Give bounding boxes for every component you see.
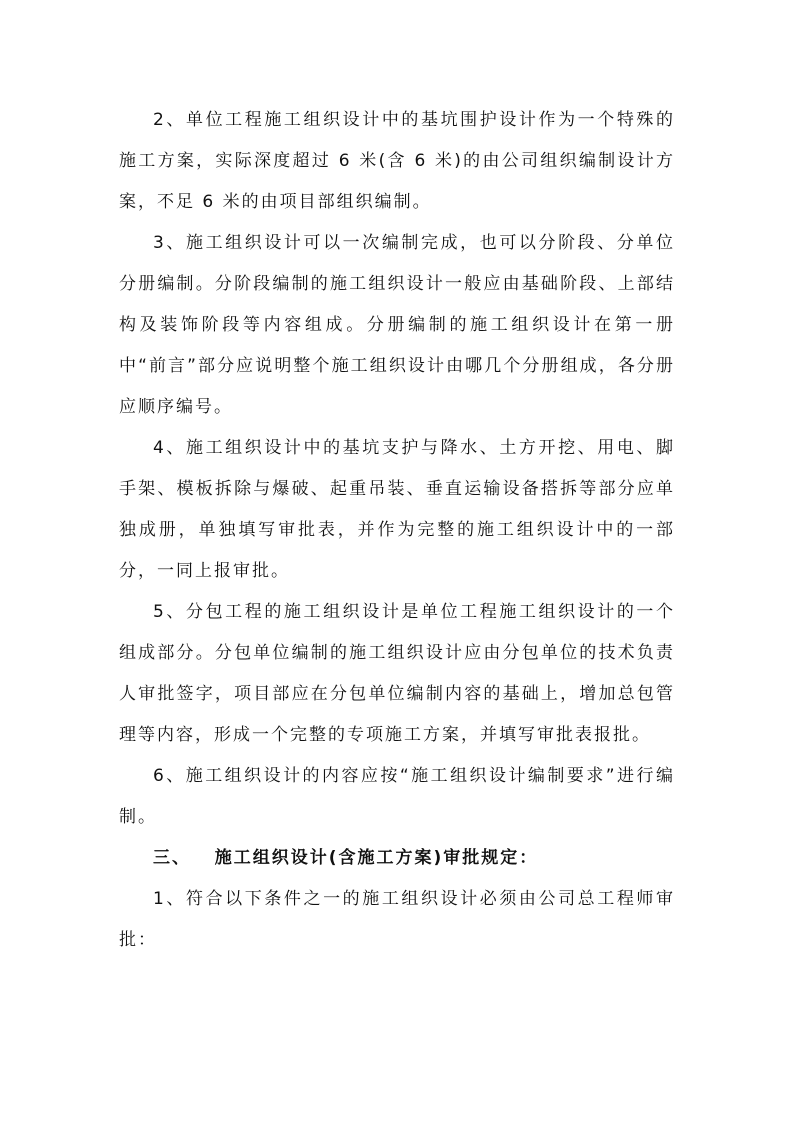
paragraph-6: 6、施工组织设计的内容应按“施工组织设计编制要求”进行编制。	[119, 766, 675, 827]
paragraph-5: 5、分包工程的施工组织设计是单位工程施工组织设计的一个组成部分。分包单位编制的施工组织设计应由分包单位的技术负责人审批签字，项目部应在分包单位编制内容的基础上，增加总包管理等内容，形成一个完整的专项施工方案，并填写审批表报批。	[119, 602, 675, 745]
paragraph-3: 3、施工组织设计可以一次编制完成，也可以分阶段、分单位分册编制。分阶段编制的施工组织设计一般应由基础阶段、上部结构及装饰阶段等内容组成。分册编制的施工组织设计在第一册中“前言”部分应说明整个施工组织设计由哪几个分册组成，各分册应顺序编号。	[119, 233, 675, 417]
paragraph-4: 4、施工组织设计中的基坑支护与降水、土方开挖、用电、脚手架、模板拆除与爆破、起重吊装、垂直运输设备搭拆等部分应单独成册，单独填写审批表，并作为完整的施工组织设计中的一部分，一同上报审批。	[119, 438, 675, 581]
paragraph-approval-1: 1、符合以下条件之一的施工组织设计必须由公司总工程师审批：	[119, 889, 675, 950]
section-heading: 三、 施工组织设计(含施工方案)审批规定：	[153, 848, 539, 868]
paragraph-2: 2、单位工程施工组织设计中的基坑围护设计作为一个特殊的施工方案，实际深度超过 6 米(含 6 米)的由公司组织编制设计方案，不足 6 米的由项目部组织编制。	[119, 110, 675, 212]
document-body	[119, 100, 675, 961]
